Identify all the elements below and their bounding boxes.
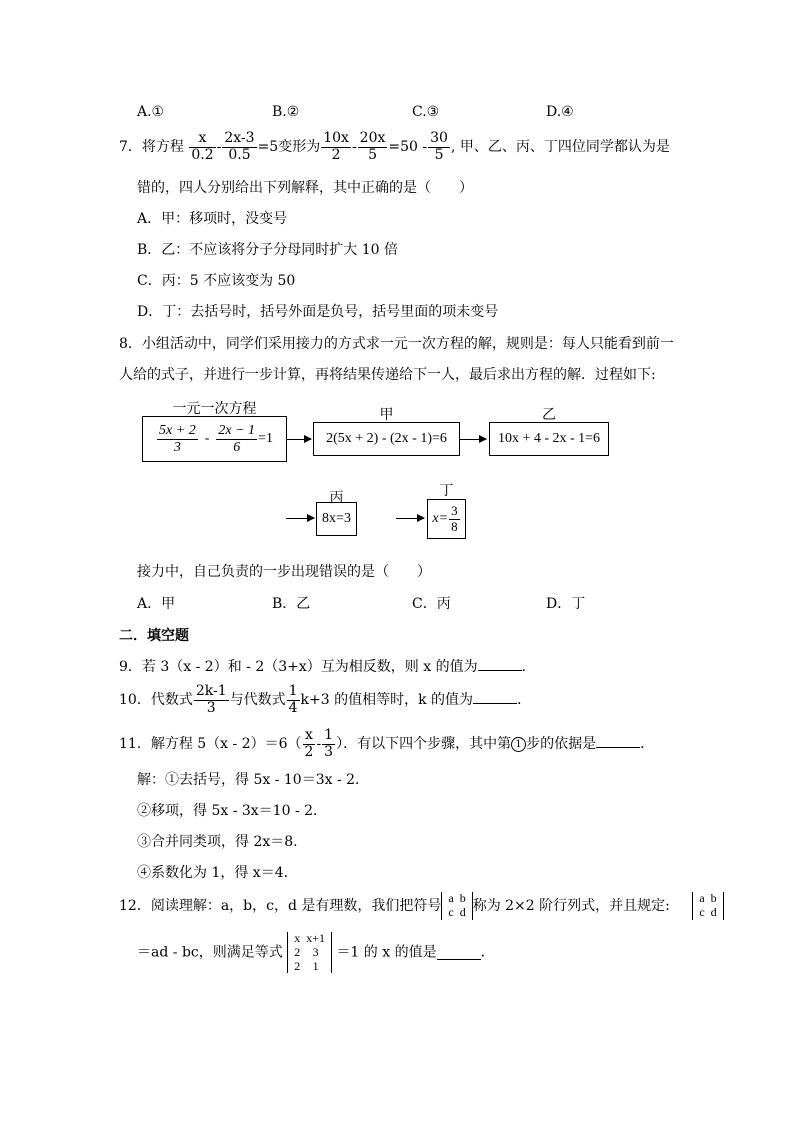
q8-option-b: B．乙 [272, 596, 311, 612]
q7-option-a: A．甲：移项时，没变号 [137, 211, 288, 227]
q10-blank[interactable] [473, 689, 517, 704]
label-start: 一元一次方程 [172, 401, 257, 417]
det-equation: x x+1 2 3 2 1 [287, 932, 332, 973]
q11-step1: 解：①去括号，得 5x - 10＝3x - 2． [137, 772, 370, 788]
arrow-to-ding [396, 518, 424, 519]
box-start: $\frac{5x + 2}{3}$ - $\frac{2x - 1}{6}$ =1 [142, 416, 287, 462]
box-bing: 8x=3 [316, 502, 357, 536]
q8-option-c: C．丙 [412, 596, 451, 612]
q6-option-b: B.② [272, 104, 300, 120]
q11-step2: ②移项，得 5x - 3x＝10 - 2． [137, 803, 328, 819]
arrow-jia-yi [460, 439, 486, 440]
box-yi: 10x + 4 - 2x - 1=6 [489, 422, 609, 456]
arrow-to-bing [286, 518, 314, 519]
box-jia: 2(5x + 2) - (2x - 1)=6 [313, 422, 460, 456]
label-bing: 丙 [329, 490, 344, 506]
q8-line2: 人给的式子，并进行一步计算，再将结果传递给下一人，最后求出方程的解．过程如下: [119, 367, 656, 383]
q8-question: 接力中，自己负责的一步出现错误的是（ ） [137, 564, 431, 580]
q6-option-d: D.④ [546, 104, 574, 120]
q6-option-a: A.① [137, 104, 165, 120]
q9: 9．若 3（x - 2）和 - 2（3+x）互为相反数，则 x 的值为 ． [119, 656, 536, 676]
q7-line2: 错的，四人分别给出下列解释，其中正确的是（ ） [137, 180, 473, 196]
q8-option-a: A．甲 [137, 596, 176, 612]
label-jia: 甲 [379, 407, 394, 423]
label-ding: 丁 [439, 483, 454, 499]
q12-blank[interactable] [437, 945, 481, 960]
arrow-start-jia [287, 439, 311, 440]
q9-blank[interactable] [478, 656, 522, 671]
q11-step3: ③合并同类项，得 2x＝8． [137, 834, 308, 850]
q6-option-c: C.③ [412, 104, 440, 120]
q12-line2: ＝ad - bc，则满足等式 x x+1 2 3 2 1 ＝1 的 x 的值是 ． [137, 931, 495, 973]
q11-step4: ④系数化为 1，得 x＝4． [137, 865, 298, 881]
q7-line1: 7．将方程 $\frac{x}{0.2}$ - $\frac{2x-3}{0.5}$ =5变形为 $\frac{10x}{2}$ - $\frac{20x}{5}$ =50 - $\frac{30}{5}$ , 甲、乙、丙、丁四位同学都认为是 [119, 130, 670, 163]
q7-option-b: B．乙：不应该将分子分母同时扩大 10 倍 [137, 242, 399, 258]
det-rule: a b c d [692, 892, 723, 920]
det-symbol: a b c d [441, 892, 472, 920]
q11-blank[interactable] [596, 733, 640, 748]
q7-option-c: C．丙：5 不应该变为 50 [137, 273, 296, 289]
q8-line1: 8．小组活动中，同学们采用接力的方式求一元一次方程的解，规则是：每人只能看到前一 [119, 336, 674, 352]
label-yi: 乙 [542, 407, 556, 423]
q11: 11．解方程 5（x - 2）＝6（ $\frac{x}{2}$ - $\frac{1}{3}$ ）．有以下四个步骤，其中第 1 步的依据是 ． [119, 727, 655, 760]
q10: 10．代数式 $\frac{2k-1}{3}$ 与代数式 $\frac{1}{4}$ k+3 的值相等时，k 的值为 ． [119, 683, 532, 716]
q12-line1: 12．阅读理解：a，b，c，d 是有理数，我们把符号 a b c d 称为 2×2 阶行列式，并且规定: a b c d [119, 888, 724, 924]
q8-option-d: D．丁 [546, 596, 586, 612]
q7-option-d: D．丁：去括号时，括号外面是负号，括号里面的项未变号 [137, 304, 499, 320]
section-title: 二．填空题 [119, 628, 189, 644]
box-ding: x= $\frac{3}{8}$ [427, 499, 466, 539]
